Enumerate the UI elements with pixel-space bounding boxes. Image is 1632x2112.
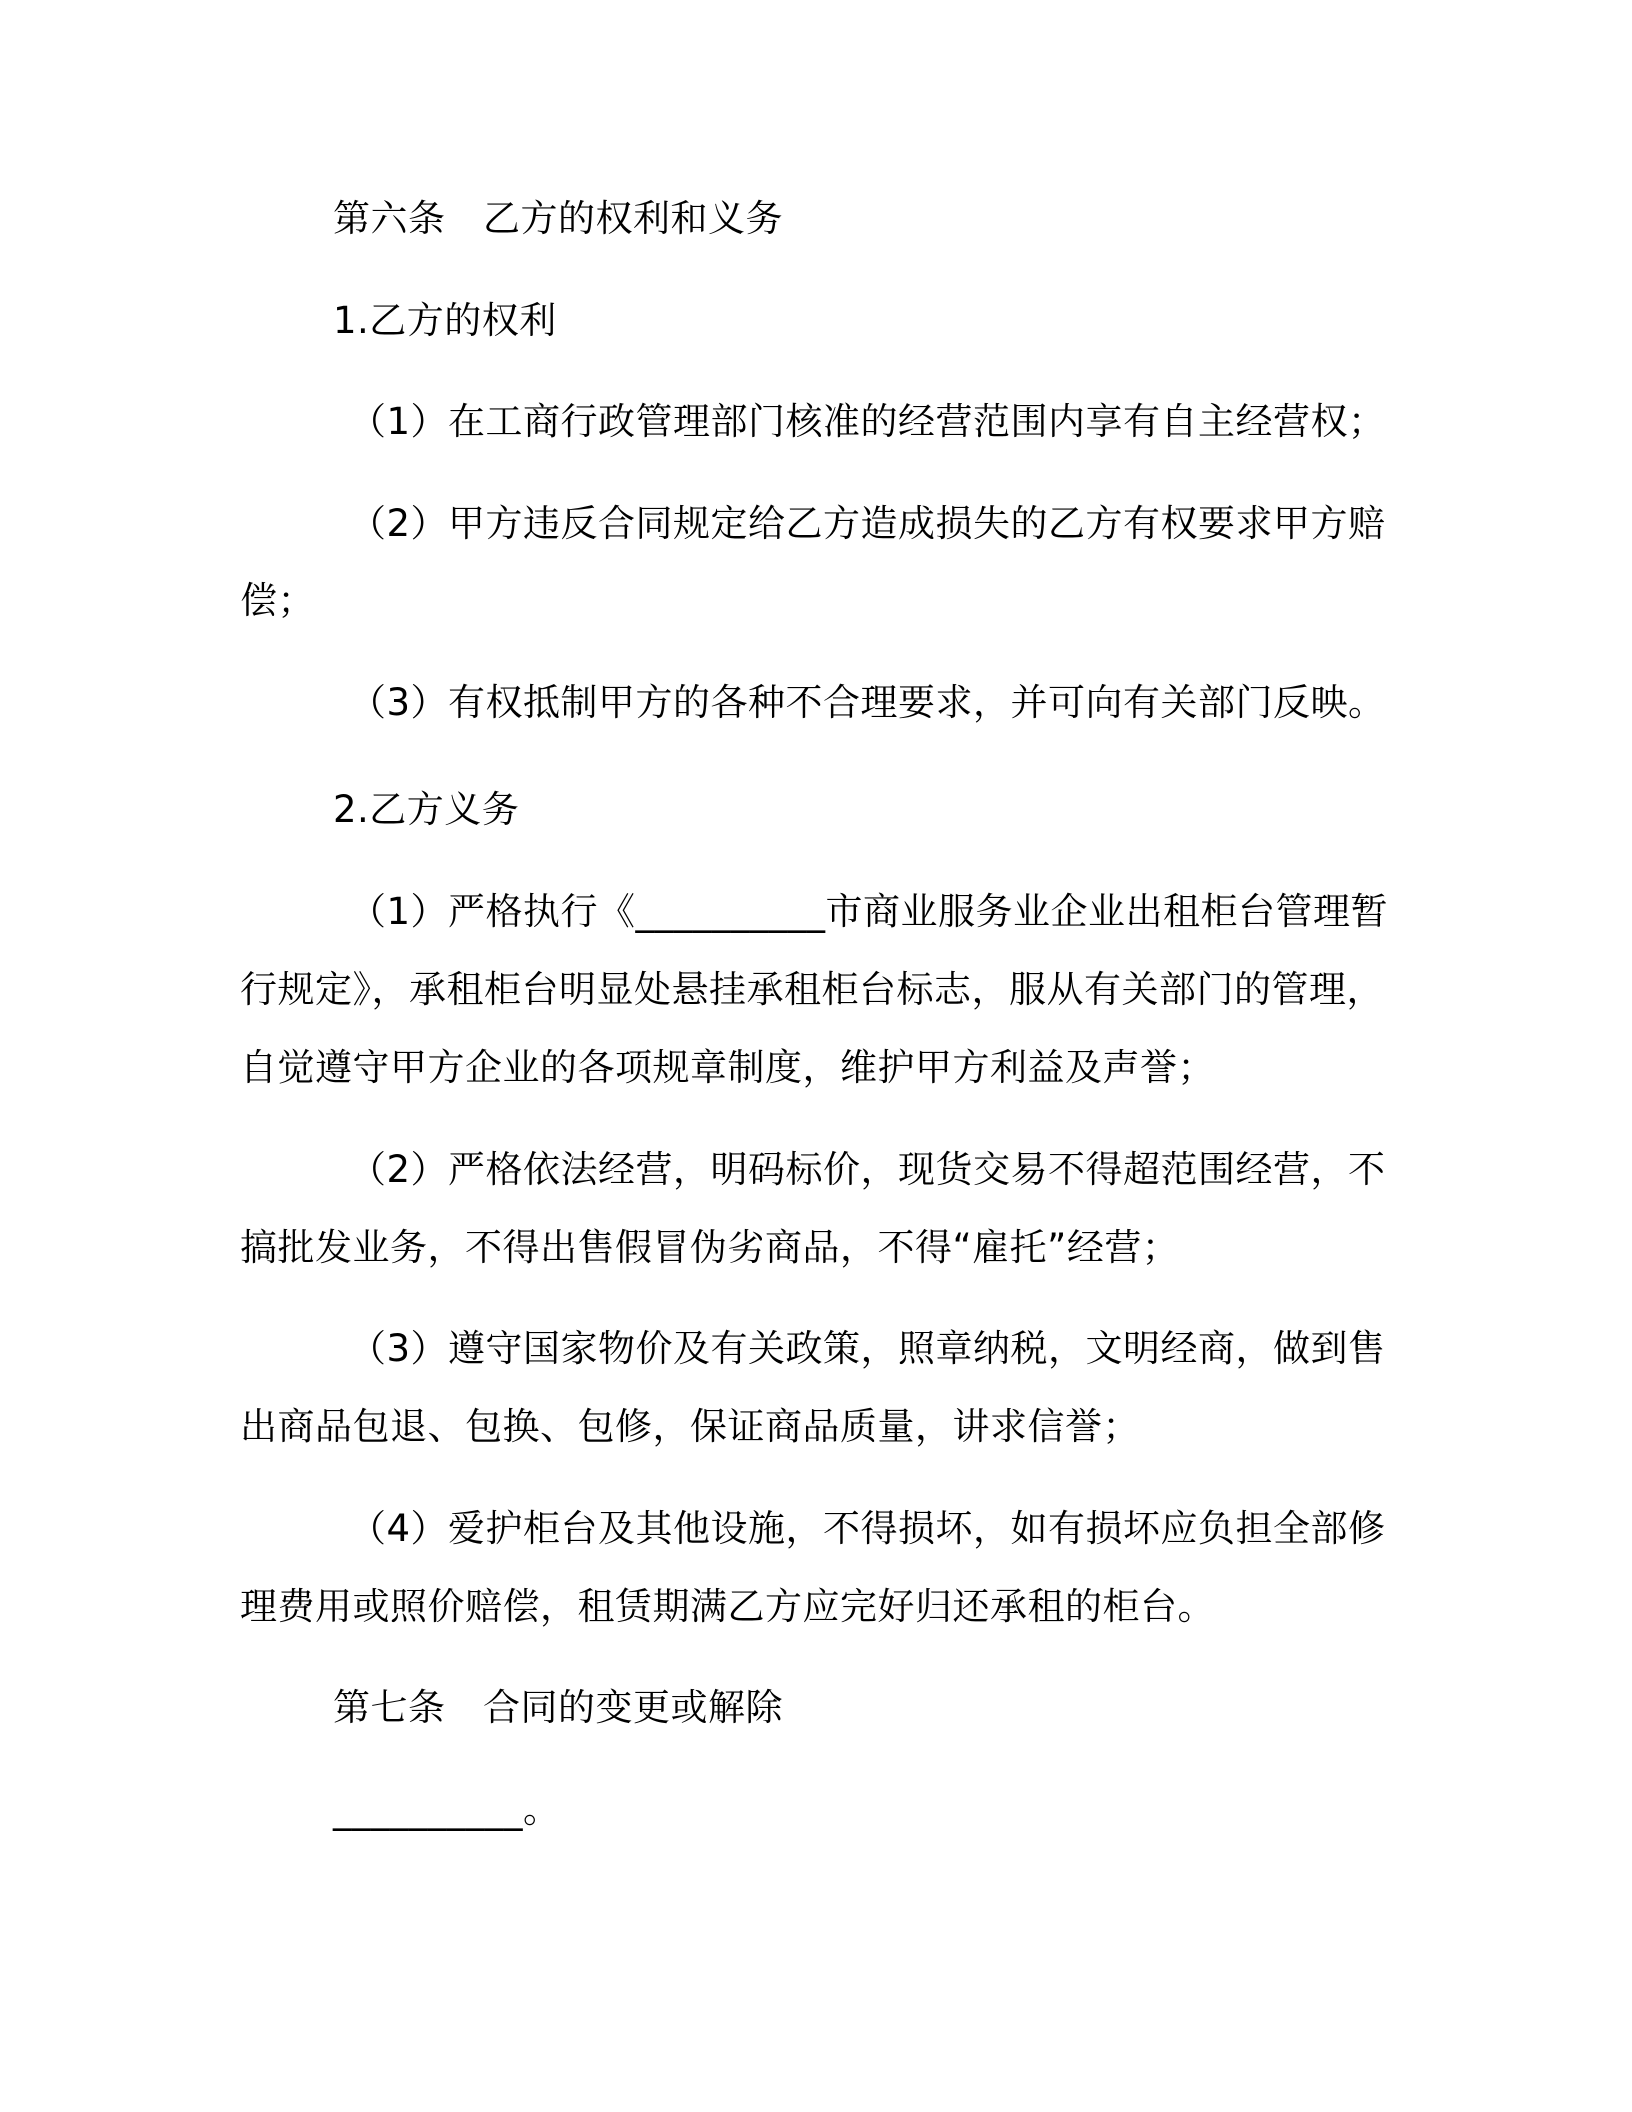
right-item-1: （1）在工商行政管理部门核准的经营范围内享有自主经营权； [349,400,1386,443]
duty-item-1-cont-1: 行规定》，承租柜台明显处悬挂承租柜台标志，服从有关部门的管理， [240,968,1384,1011]
duty-item-2-cont: 搞批发业务，不得出售假冒伪劣商品，不得“雇托”经营； [240,1226,1180,1269]
duty-item-4-cont: 理费用或照价赔偿，租赁期满乙方应完好归还承租的柜台。 [240,1585,1215,1628]
duties-heading: 2.乙方义务 [333,788,520,831]
article-6-heading: 第六条 乙方的权利和义务 [333,197,783,240]
right-item-3: （3）有权抵制甲方的各种不合理要求，并可向有关部门反映。 [349,681,1386,724]
article-7-heading: 第七条 合同的变更或解除 [333,1686,783,1729]
duty-item-1-cont-2: 自觉遵守甲方企业的各项规章制度，维护甲方利益及声誉； [240,1046,1215,1089]
duty-item-1: （1）严格执行《__________市商业服务业企业出租柜台管理暂 [349,890,1389,933]
duty-item-3: （3）遵守国家物价及有关政策，照章纳税，文明经商，做到售 [349,1327,1386,1370]
duty-item-2: （2）严格依法经营，明码标价，现货交易不得超范围经营，不 [349,1148,1386,1191]
right-item-2-cont: 偿； [240,579,315,622]
duty-item-4: （4）爱护柜台及其他设施，不得损坏，如有损坏应负担全部修 [349,1507,1386,1550]
article-7-body: __________。 [333,1788,561,1831]
rights-heading: 1.乙方的权利 [333,299,557,342]
duty-item-3-cont: 出商品包退、包换、包修，保证商品质量，讲求信誉； [240,1405,1140,1448]
right-item-2: （2）甲方违反合同规定给乙方造成损失的乙方有权要求甲方赔 [349,502,1386,545]
